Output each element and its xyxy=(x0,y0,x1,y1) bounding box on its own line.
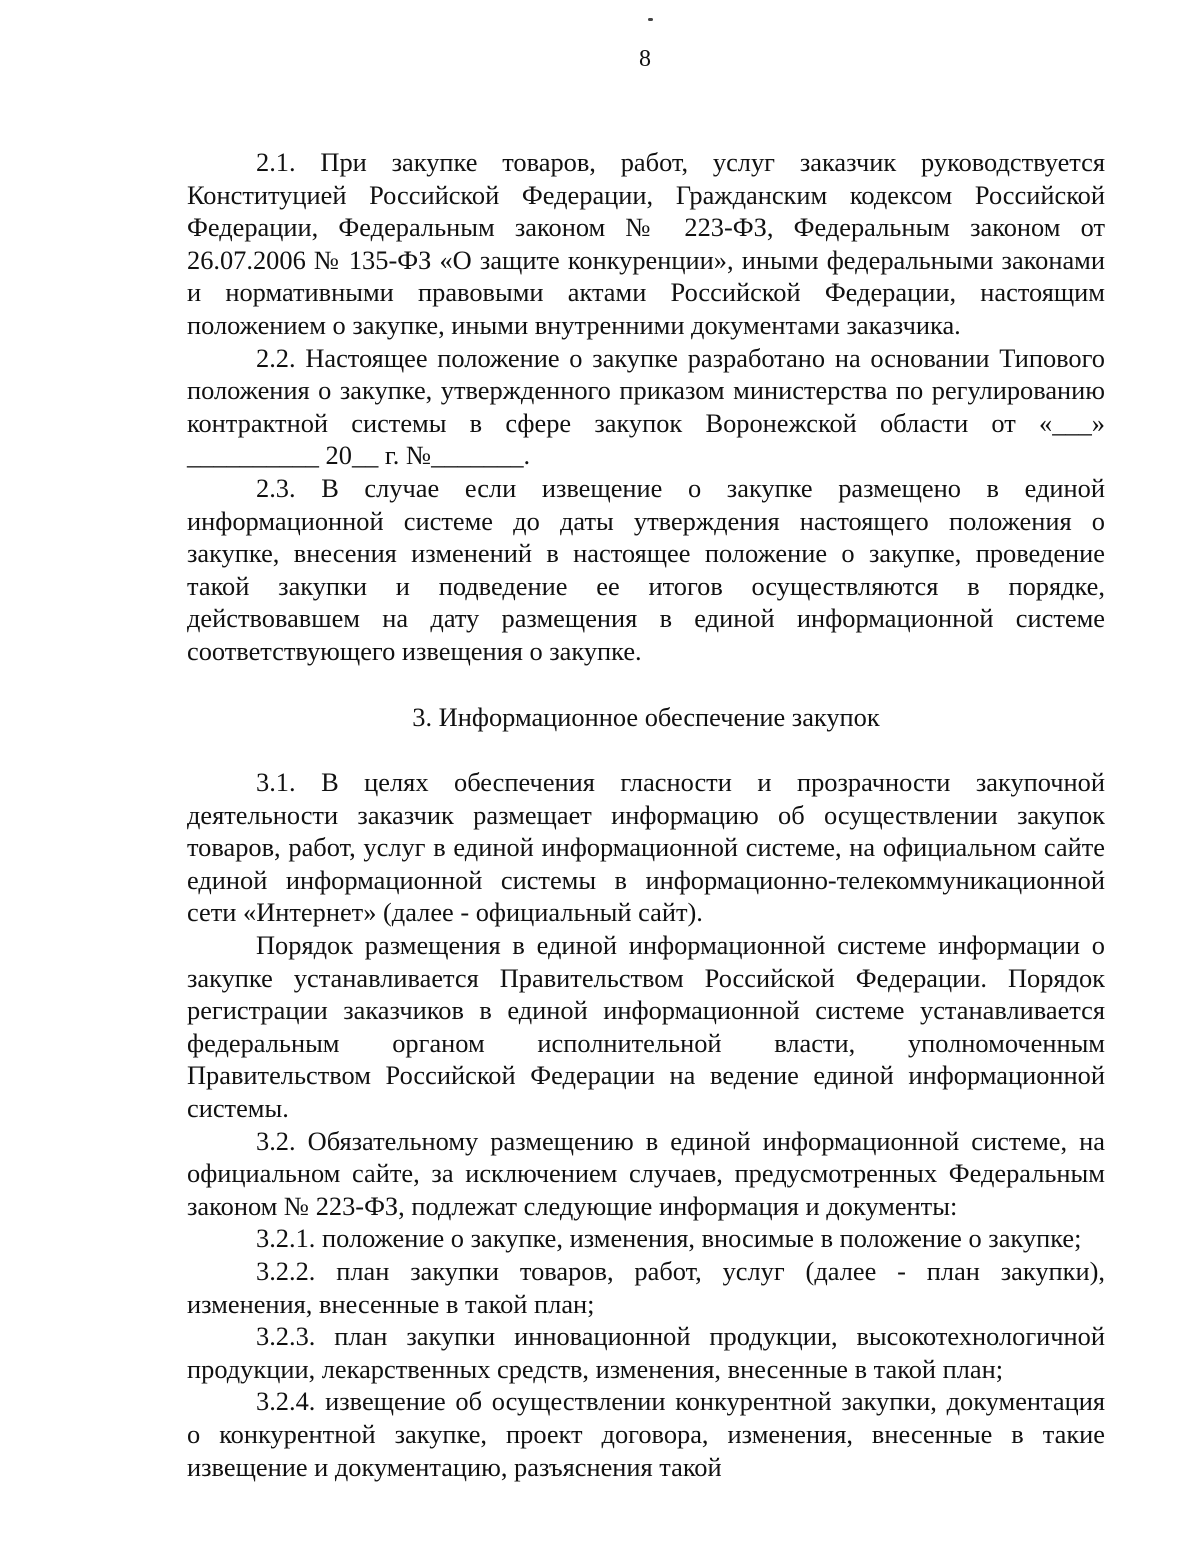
paragraph-2-2: 2.2. Настоящее положение о закупке разработано на основании Типового положения о закупке, утвержденного приказом министерства по регулированию контрактной системы в сфере закупок Воронежской области от «___» __________ 20__ г. №_______. xyxy=(187,342,1105,471)
paragraph-3-2-3: 3.2.3. план закупки инновационной продукции, высокотехнологичной продукции, лекарственных средств, изменения, внесенные в такой план; xyxy=(187,1321,1105,1384)
paragraph-3-1: 3.1. В целях обеспечения гласности и прозрачности закупочной деятельности заказчик размещает информацию об осуществлении закупок товаров, работ, услуг в единой информационной системе, на официальном сайте единой информационной системы в информационно-телекоммуникационной сети «Интернет» (далее - официальный сайт). xyxy=(187,767,1105,928)
section-heading: 3. Информационное обеспечение закупок xyxy=(412,701,880,732)
paragraph-2-1: 2.1. При закупке товаров, работ, услуг заказчик руководствуется Конституцией Российской Федерации, Гражданским кодексом Российской Федерации, Федеральным законом № 223-ФЗ, Федеральным законом от 26.07.2006 № 135-ФЗ «О защите конкуренции», иными федеральными законами и нормативными правовыми актами Российской Федерации, настоящим положением о закупке, иными внутренними документами заказчика. xyxy=(187,147,1105,340)
paragraph-3-2-1: 3.2.1. положение о закупке, изменения, вносимые в положение о закупке; xyxy=(256,1223,1082,1254)
paragraph-3-2-4: 3.2.4. извещение об осуществлении конкурентной закупки, документация о конкурентной закупке, проект договора, изменения, внесенные в такие извещение и документацию, разъяснения такой xyxy=(187,1386,1105,1482)
scan-mark xyxy=(648,18,653,21)
paragraph-2-3: 2.3. В случае если извещение о закупке размещено в единой информационной системе до даты утверждения настоящего положения о закупке, внесения изменений в настоящее положение о закупке, проведение такой закупки и подведение ее итогов осуществляются в порядке, действовавшем на дату размещения в единой информационной системе соответствующего извещения о закупке. xyxy=(187,472,1105,666)
paragraph-3-2: 3.2. Обязательному размещению в единой информационной системе, на официальном сайте, за исключением случаев, предусмотренных Федеральным законом № 223-ФЗ, подлежат следующие информация и документы: xyxy=(187,1125,1105,1221)
page-number: 8 xyxy=(639,46,651,72)
document-body xyxy=(187,146,1105,1483)
paragraph-registration-order: Порядок размещения в единой информационной системе информации о закупке устанавливается Правительством Российской Федерации. Порядок регистрации заказчиков в единой информационной системе устанавливается федеральным органом исполнительной власти, уполномоченным Правительством Российской Федерации на ведение единой информационной системы. xyxy=(187,930,1105,1124)
paragraph-3-2-2: 3.2.2. план закупки товаров, работ, услуг (далее - план закупки), изменения, внесенные в такой план; xyxy=(187,1256,1105,1319)
